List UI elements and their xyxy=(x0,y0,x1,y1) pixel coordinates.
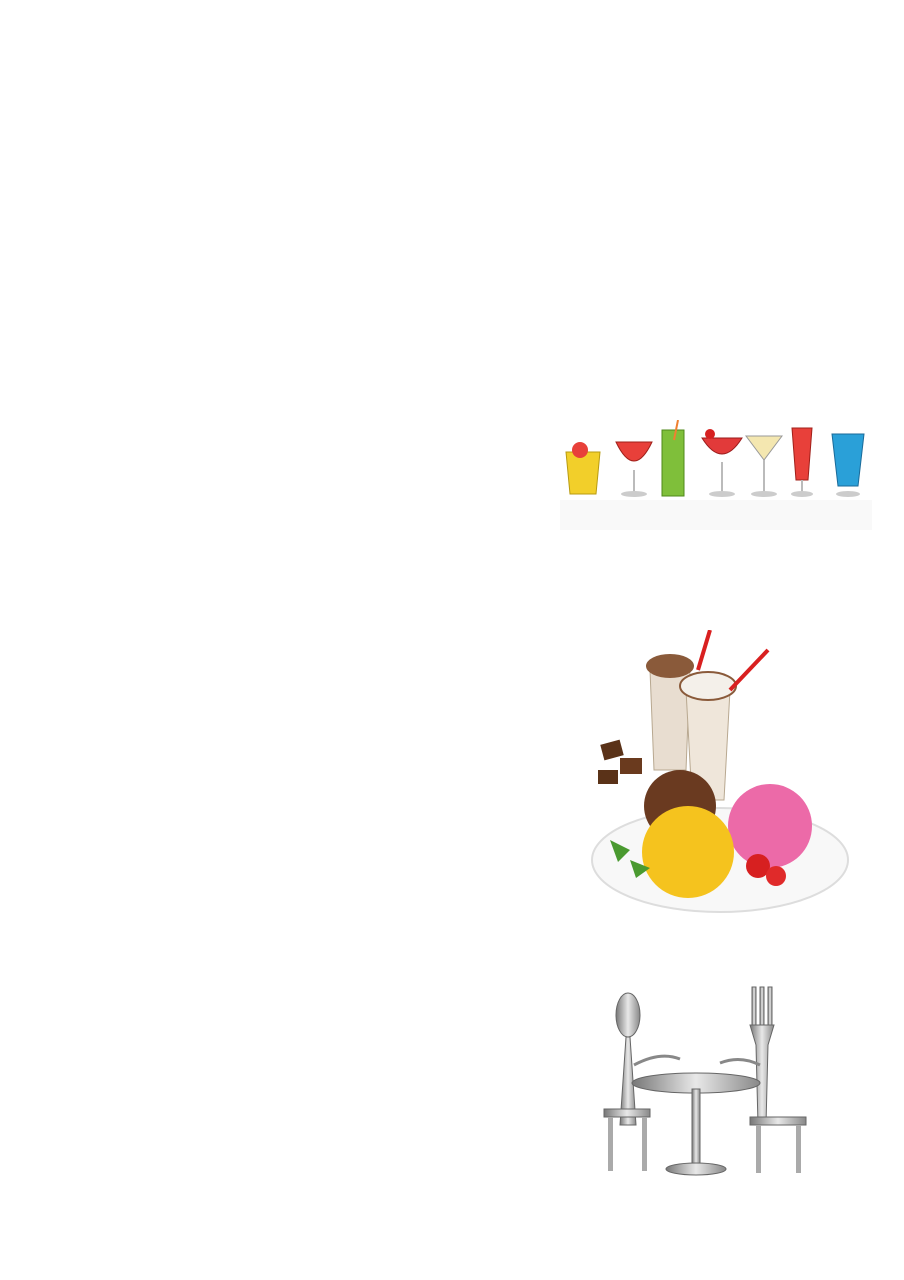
hot-beverages-title xyxy=(92,148,98,174)
desserts-title xyxy=(92,703,98,729)
cutlery-cafe-illustration xyxy=(600,985,820,1185)
desserts-plate-illustration xyxy=(590,630,852,920)
varuns-eat-logo xyxy=(700,62,850,162)
mocktail-glasses-illustration xyxy=(560,420,872,530)
